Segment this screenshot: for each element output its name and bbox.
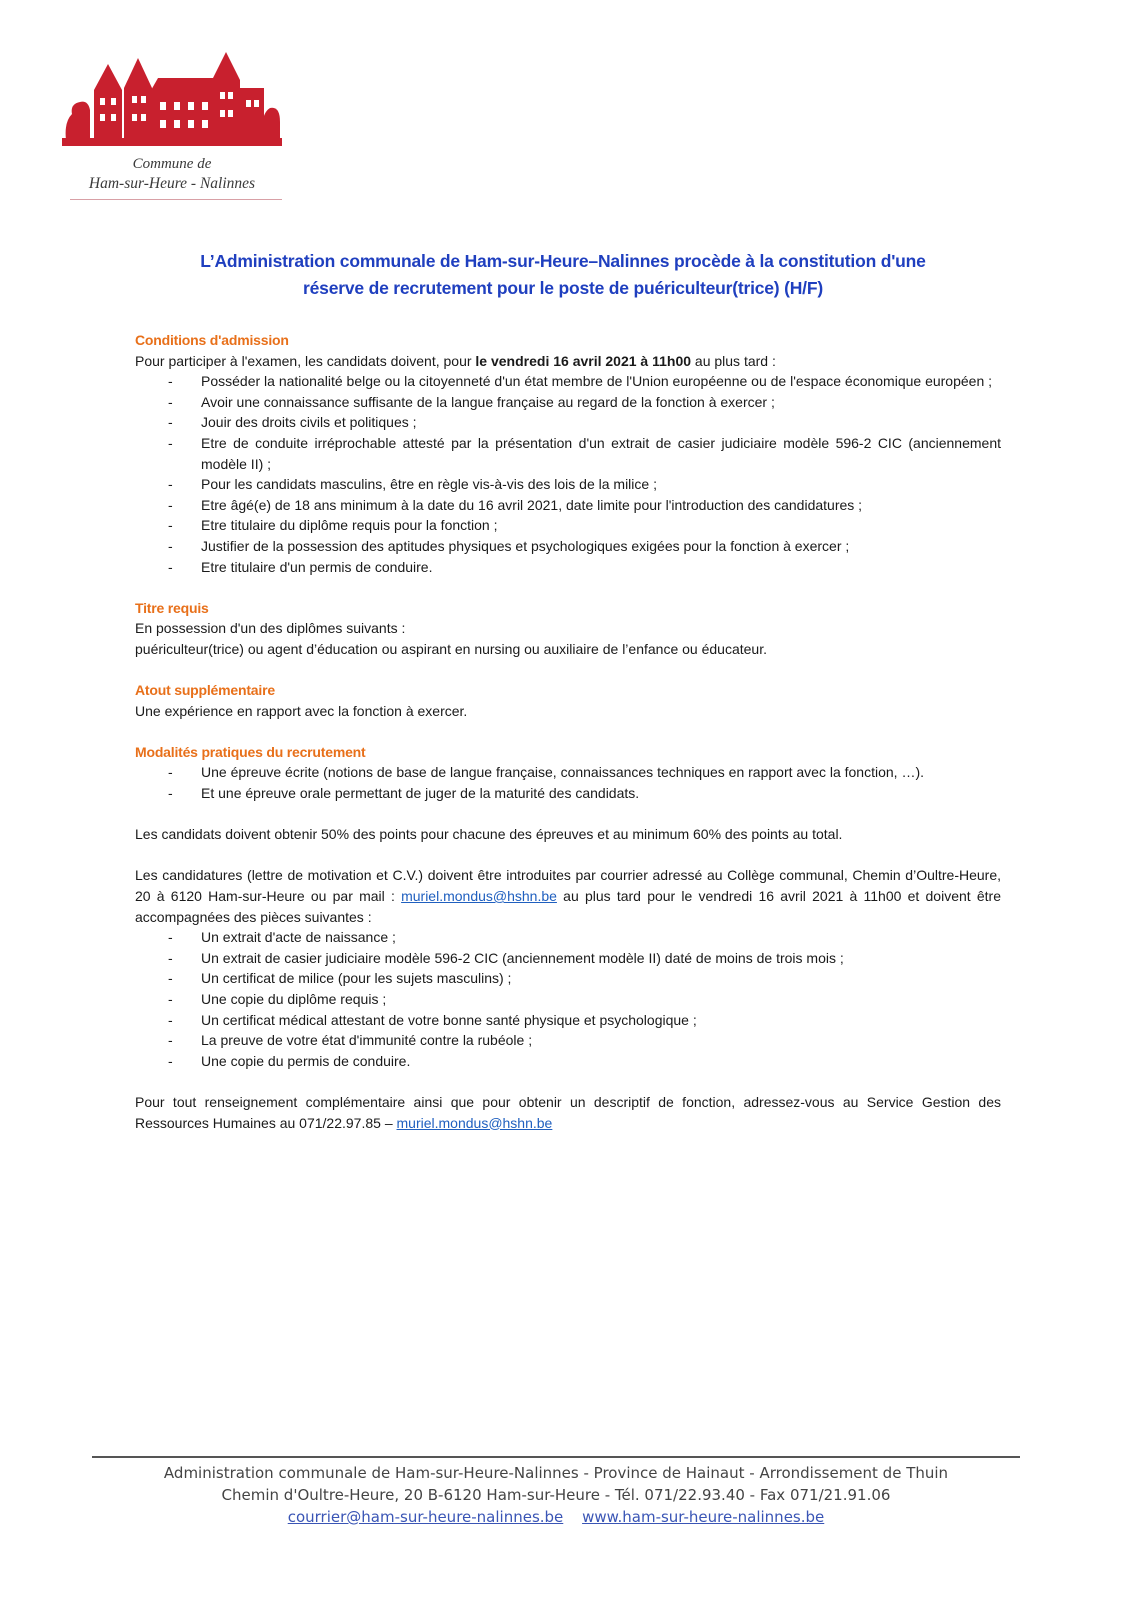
dash-bullet: - — [168, 517, 173, 534]
list-item-text: Et une épreuve orale permettant de juger de la maturité des candidats. — [201, 785, 640, 802]
section-heading-modalites: Modalités pratiques du recrutement — [135, 743, 366, 760]
list-item — [135, 1010, 1001, 1031]
dash-bullet: - — [168, 1011, 173, 1028]
points-requirement: Les candidats doivent obtenir 50% des points pour chacune des épreuves et au minimum 60% des points au total. — [135, 826, 843, 843]
list-item-text: Etre titulaire d'un permis de conduire. — [201, 558, 433, 575]
candidatures-paragraph — [135, 865, 1001, 927]
list-item-text: Une copie du permis de conduire. — [201, 1052, 411, 1069]
list-item — [135, 783, 1001, 804]
list-item — [135, 536, 1001, 557]
dash-bullet: - — [168, 537, 173, 554]
list-item — [135, 474, 1001, 495]
list-item-text: La preuve de votre état d'immunité contre la rubéole ; — [201, 1032, 533, 1049]
title-line-1: L’Administration communale de Ham-sur-Heure–Nalinnes procède à la constitution d'une — [200, 251, 926, 271]
list-item-text: Un certificat médical attestant de votre bonne santé physique et psychologique ; — [201, 1011, 697, 1028]
list-item — [135, 1051, 1001, 1072]
documents-list — [135, 927, 1001, 1071]
list-item-text: Un certificat de milice (pour les sujets masculins) ; — [201, 970, 512, 987]
email-link[interactable]: muriel.mondus@hshn.be — [401, 888, 557, 905]
intro-text: Pour participer à l'examen, les candidats doivent, pour — [135, 352, 476, 369]
list-item-text: Un extrait de casier judiciaire modèle 596-2 CIC (anciennement modèle II) daté de moins de trois mois ; — [201, 949, 844, 966]
list-item-text: Jouir des droits civils et politiques ; — [201, 414, 417, 431]
list-item — [135, 762, 1001, 783]
list-item-text: Une épreuve écrite (notions de base de langue française, connaissances techniques en rapport avec la fonction, …). — [201, 764, 924, 781]
section-heading-conditions: Conditions d'admission — [135, 332, 289, 348]
dash-bullet: - — [168, 764, 173, 781]
list-item — [135, 515, 1001, 536]
titre-requis-line-2: puériculteur(trice) ou agent d’éducation ou aspirant en nursing ou auxiliaire de l’enfance ou éducateur. — [135, 640, 767, 657]
candidatures-text: Les candidatures (lettre de motivation et C.V.) doivent être introduites par courrier adressé au Collège communal, Chemin d’Oultre-Heure, 20 à 6120 Ham-sur-Heure ou par mail : — [135, 867, 1001, 905]
commune-logo — [62, 52, 282, 204]
footer-line-2: Chemin d'Oultre-Heure, 20 B-6120 Ham-sur-Heure - Tél. 071/22.93.40 - Fax 071/21.91.06 — [221, 1486, 891, 1504]
dash-bullet: - — [168, 558, 173, 575]
dash-bullet: - — [168, 970, 173, 987]
list-item-text: Etre de conduite irréprochable attesté par la présentation d'un extrait de casier judiciaire modèle 596-2 CIC (anciennement modèle II) ; — [201, 434, 1001, 472]
document-body — [135, 330, 1001, 1133]
logo-line-commune: Commune de — [132, 156, 212, 172]
dash-bullet: - — [168, 785, 173, 802]
dash-bullet: - — [168, 1052, 173, 1069]
list-item — [135, 989, 1001, 1010]
list-item — [135, 433, 1001, 474]
footer-email-link[interactable]: courrier@ham-sur-heure-nalinnes.be — [287, 1508, 564, 1526]
footer-divider — [92, 1456, 1020, 1458]
section-heading-atout: Atout supplémentaire — [135, 682, 275, 699]
contact-text: Pour tout renseignement complémentaire ainsi que pour obtenir un descriptif de fonction, adressez-vous au Service Gestion des Ressources Humaines au 071/22.97.85 – — [135, 1093, 1001, 1131]
deadline-text: le vendredi 16 avril 2021 à 11h00 — [475, 352, 692, 369]
titre-requis-line-1: En possession d'un des diplômes suivants : — [135, 620, 406, 637]
list-item — [135, 1030, 1001, 1051]
list-item — [135, 371, 1001, 392]
logo-divider — [70, 199, 282, 200]
contact-email-link[interactable]: muriel.mondus@hshn.be — [396, 1114, 553, 1131]
dash-bullet: - — [168, 949, 173, 966]
dash-bullet: - — [168, 496, 173, 513]
dash-bullet: - — [168, 929, 173, 946]
dash-bullet: - — [168, 373, 173, 390]
dash-bullet: - — [168, 991, 173, 1007]
contact-paragraph — [135, 1092, 1001, 1133]
section-heading-titre-requis: Titre requis — [135, 599, 209, 616]
list-item — [135, 412, 1001, 433]
list-item — [135, 557, 1001, 578]
list-item — [135, 927, 1001, 948]
list-item — [135, 948, 1001, 969]
list-item — [135, 968, 1001, 989]
dash-bullet: - — [168, 414, 173, 431]
footer-website-link[interactable]: www.ham-sur-heure-nalinnes.be — [582, 1508, 825, 1526]
list-item-text: Avoir une connaissance suffisante de la langue française au regard de la fonction à exercer ; — [201, 393, 775, 410]
intro-text-end: au plus tard : — [691, 352, 776, 369]
list-item — [135, 392, 1001, 413]
list-item-text: Justifier de la possession des aptitudes physiques et psychologiques exigées pour la fonction à exercer ; — [201, 537, 850, 554]
list-item-text: Pour les candidats masculins, être en règle vis-à-vis des lois de la milice ; — [201, 476, 657, 493]
atout-text: Une expérience en rapport avec la fonction à exercer. — [135, 702, 468, 719]
list-item — [135, 495, 1001, 516]
modalites-list — [135, 762, 1001, 803]
castle-icon — [62, 52, 282, 152]
dash-bullet: - — [168, 393, 173, 410]
footer-line-1: Administration communale de Ham-sur-Heure-Nalinnes - Province de Hainaut - Arrondissement de Thuin — [163, 1464, 949, 1482]
footer-links — [92, 1506, 1020, 1528]
list-item-text: Etre titulaire du diplôme requis pour la fonction ; — [201, 517, 498, 534]
conditions-list — [135, 371, 1001, 577]
dash-bullet: - — [168, 476, 173, 493]
title-line-2: réserve de recrutement pour le poste de puériculteur(trice) (H/F) — [303, 278, 823, 298]
list-item-text: Une copie du diplôme requis ; — [201, 991, 387, 1007]
list-item-text: Un extrait d'acte de naissance ; — [201, 929, 396, 946]
page-title — [120, 248, 1006, 302]
dash-bullet: - — [168, 1032, 173, 1049]
conditions-intro — [135, 351, 1001, 372]
logo-line-name: Ham-sur-Heure - Nalinnes — [88, 175, 256, 192]
candidatures-text-end: au plus tard pour le vendredi 16 avril 2021 à 11h00 et doivent être accompagnées des pièces suivantes : — [135, 888, 1001, 925]
list-item-text: Etre âgé(e) de 18 ans minimum à la date du 16 avril 2021, date limite pour l'introduction des candidatures ; — [201, 496, 863, 513]
dash-bullet: - — [168, 434, 173, 451]
list-item-text: Posséder la nationalité belge ou la citoyenneté d'un état membre de l'Union européenne ou de l'espace économique européen ; — [201, 373, 993, 390]
